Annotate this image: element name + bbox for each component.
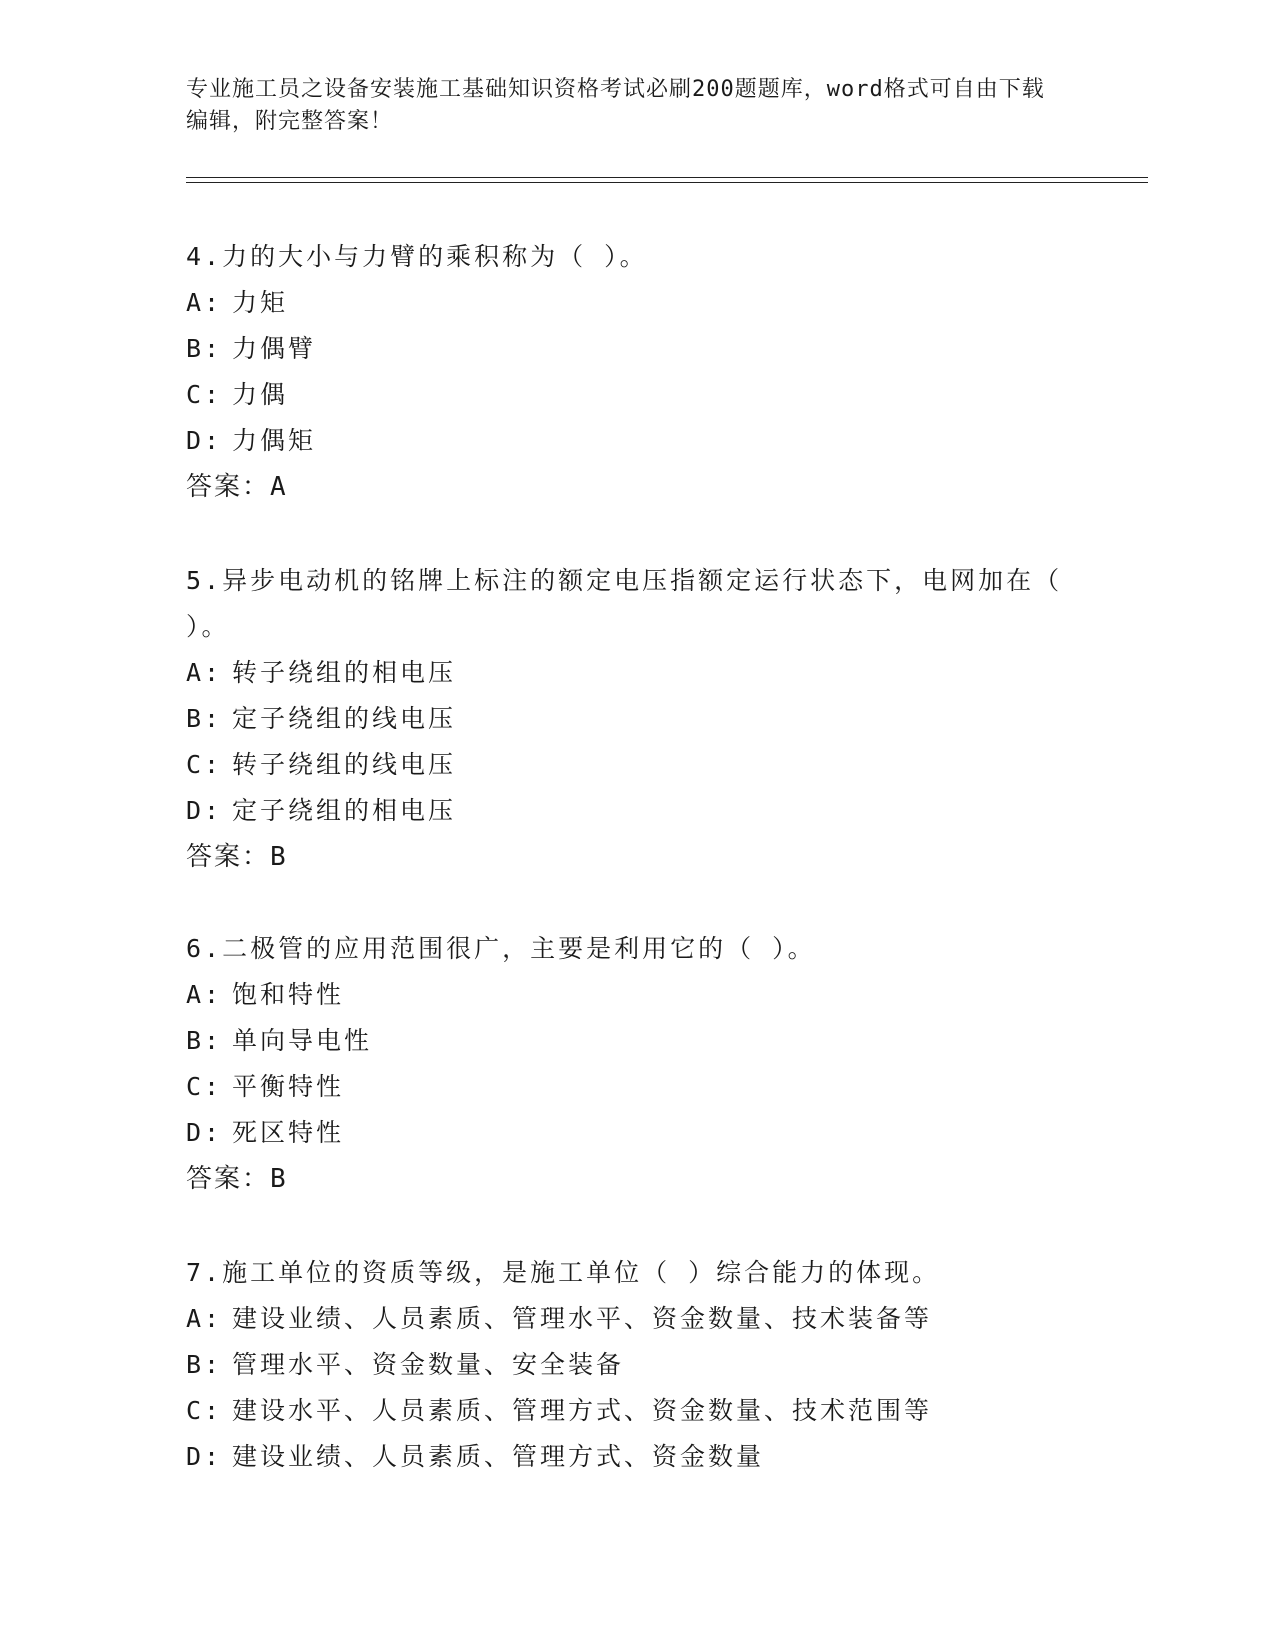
option-d xyxy=(186,1110,1086,1156)
answer-line: 答案：B xyxy=(186,842,288,872)
option-key: D: xyxy=(186,1442,223,1471)
question-6 xyxy=(186,926,1086,1202)
option-text: 转子绕组的相电压 xyxy=(232,658,457,687)
option-text: 力矩 xyxy=(232,288,289,317)
option-b xyxy=(186,696,1086,742)
option-key: D: xyxy=(186,1118,223,1147)
option-text: 平衡特性 xyxy=(232,1072,345,1101)
option-key: A: xyxy=(186,1304,223,1333)
option-key: C: xyxy=(186,1072,223,1101)
option-text: 建设水平、人员素质、管理方式、资金数量、技术范围等 xyxy=(232,1396,933,1425)
question-stem: 6.二极管的应用范围很广，主要是利用它的（ ）。 xyxy=(186,934,816,963)
option-text: 力偶臂 xyxy=(232,334,317,363)
option-key: A: xyxy=(186,980,223,1009)
option-key: B: xyxy=(186,334,223,363)
option-c xyxy=(186,1064,1086,1110)
option-key: A: xyxy=(186,288,223,317)
option-b xyxy=(186,1018,1086,1064)
option-key: B: xyxy=(186,1350,223,1379)
option-b xyxy=(186,1342,1086,1388)
option-c xyxy=(186,372,1086,418)
option-key: B: xyxy=(186,1026,223,1055)
option-text: 转子绕组的线电压 xyxy=(232,750,457,779)
header-intro-text: 专业施工员之设备安装施工基础知识资格考试必刷200题题库，word格式可自由下载编辑，附完整答案！ xyxy=(186,77,1045,134)
option-d xyxy=(186,418,1086,464)
option-key: C: xyxy=(186,1396,223,1425)
option-a xyxy=(186,280,1086,326)
question-stem: 5.异步电动机的铭牌上标注的额定电压指额定运行状态下，电网加在（ ）。 xyxy=(186,566,1063,641)
option-b xyxy=(186,326,1086,372)
option-d xyxy=(186,788,1086,834)
option-a xyxy=(186,650,1086,696)
header-divider-top xyxy=(186,177,1148,178)
option-key: A: xyxy=(186,658,223,687)
option-key: B: xyxy=(186,704,223,733)
option-text: 力偶矩 xyxy=(232,426,317,455)
option-text: 定子绕组的线电压 xyxy=(232,704,457,733)
answer-line: 答案：B xyxy=(186,1164,288,1194)
option-key: C: xyxy=(186,750,223,779)
option-key: D: xyxy=(186,426,223,455)
option-c xyxy=(186,1388,1086,1434)
option-text: 力偶 xyxy=(232,380,289,409)
header-divider-bottom xyxy=(186,182,1148,183)
option-text: 单向导电性 xyxy=(232,1026,373,1055)
option-key: C: xyxy=(186,380,223,409)
option-key: D: xyxy=(186,796,223,825)
question-4 xyxy=(186,234,1086,510)
option-text: 管理水平、资金数量、安全装备 xyxy=(232,1350,625,1379)
option-d xyxy=(186,1434,1086,1480)
question-stem: 7.施工单位的资质等级，是施工单位（ ）综合能力的体现。 xyxy=(186,1258,941,1287)
option-text: 死区特性 xyxy=(232,1118,345,1147)
question-5 xyxy=(186,558,1086,880)
option-c xyxy=(186,742,1086,788)
option-a xyxy=(186,972,1086,1018)
question-stem: 4.力的大小与力臂的乘积称为（ ）。 xyxy=(186,242,648,271)
question-7 xyxy=(186,1250,1086,1480)
option-text: 建设业绩、人员素质、管理水平、资金数量、技术装备等 xyxy=(232,1304,933,1333)
option-a xyxy=(186,1296,1086,1342)
option-text: 定子绕组的相电压 xyxy=(232,796,457,825)
option-text: 建设业绩、人员素质、管理方式、资金数量 xyxy=(232,1442,765,1471)
answer-line: 答案：A xyxy=(186,472,288,502)
document-header xyxy=(186,74,1066,138)
option-text: 饱和特性 xyxy=(232,980,345,1009)
